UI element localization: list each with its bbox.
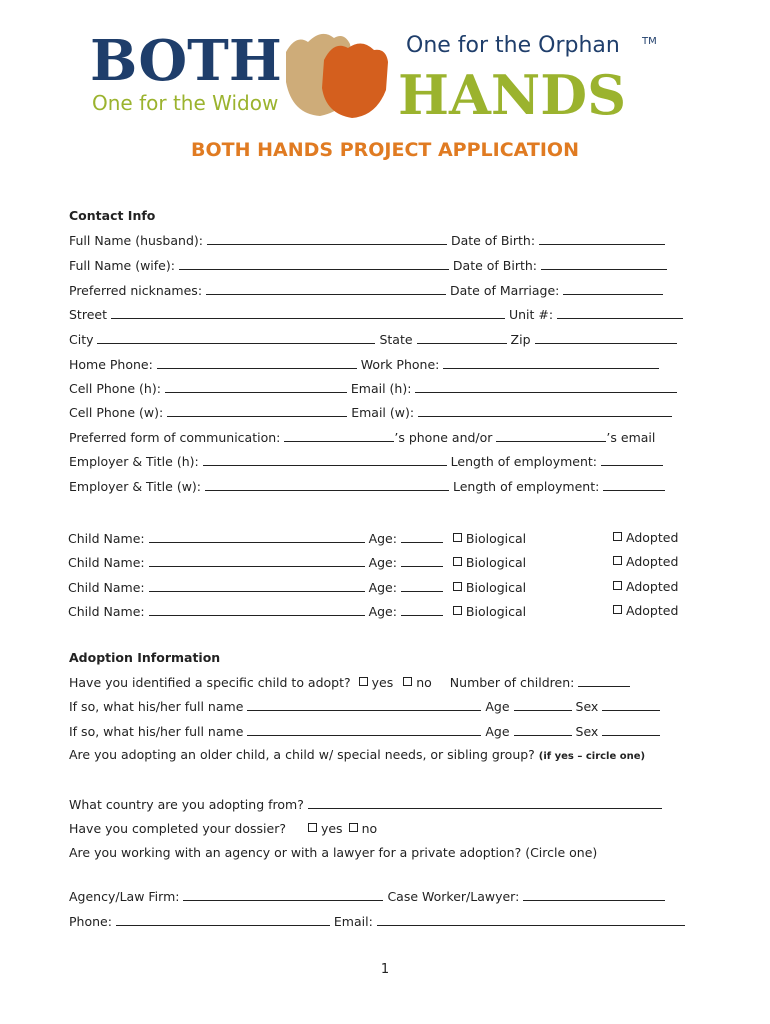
row-dossier: [69, 821, 377, 837]
label-full-name-wife: Full Name (wife):: [69, 258, 175, 273]
label-adopted: Adopted: [626, 603, 679, 618]
row-phones: [69, 356, 659, 373]
label-yes: yes: [371, 675, 394, 690]
checkbox-identified-no[interactable]: [403, 675, 432, 690]
label-biological: Biological: [465, 604, 527, 619]
label-work-phone: Work Phone:: [360, 357, 440, 372]
label-case-worker: Case Worker/Lawyer:: [387, 889, 520, 904]
checkbox-adopted[interactable]: [613, 579, 678, 595]
label-child-age: Age:: [368, 555, 397, 570]
checkbox-icon: [453, 582, 462, 591]
checkbox-icon: [308, 823, 317, 832]
checkbox-icon: [453, 557, 462, 566]
row-identified: [69, 674, 630, 691]
label-zip: Zip: [510, 332, 531, 347]
logo-hands-text: HANDS: [398, 63, 627, 122]
label-older-child: Are you adopting an older child, a child w/ special needs, or sibling group?: [69, 747, 535, 762]
checkbox-biological[interactable]: [453, 531, 526, 546]
field-agency-firm[interactable]: [183, 888, 383, 901]
field-work-phone[interactable]: [443, 356, 659, 369]
label-sex: Sex: [575, 699, 599, 714]
page-number: 1: [380, 962, 390, 977]
logo-tagline-bottom: One for the Widow: [92, 91, 279, 115]
hands-icon: [286, 34, 388, 118]
row-pref-comm: [69, 429, 655, 446]
field-full-name-husband[interactable]: [207, 232, 447, 245]
label-if-so-name: If so, what his/her full name: [69, 724, 244, 739]
row-husband: [69, 232, 665, 249]
field-child-age[interactable]: [401, 554, 443, 567]
checkbox-dossier-yes[interactable]: [308, 821, 343, 836]
label-state: State: [379, 332, 413, 347]
label-street: Street: [69, 307, 107, 322]
page-title: BOTH HANDS PROJECT APPLICATION: [191, 139, 579, 161]
child-row: [68, 603, 688, 620]
label-identified: Have you identified a specific child to adopt?: [69, 675, 351, 690]
checkbox-icon: [613, 605, 622, 614]
label-child-name: Child Name:: [68, 604, 145, 619]
field-child-full-name[interactable]: [247, 698, 481, 711]
field-employer-w[interactable]: [205, 478, 449, 491]
checkbox-icon: [359, 677, 368, 686]
field-dob-husband[interactable]: [539, 232, 665, 245]
checkbox-icon: [613, 581, 622, 590]
row-employer-w: [69, 478, 665, 495]
row-older-child: [69, 747, 645, 765]
row-cell-w: [69, 404, 672, 421]
label-dob-husband: Date of Birth:: [450, 233, 536, 248]
label-s-email: ’s email: [606, 430, 656, 445]
label-dossier: Have you completed your dossier?: [69, 821, 286, 836]
row-nicknames: [69, 282, 663, 299]
row-city: [69, 331, 677, 348]
label-agency-firm: Agency/Law Firm:: [69, 889, 180, 904]
label-child-age: Age:: [368, 580, 397, 595]
label-no: no: [416, 675, 432, 690]
checkbox-adopted[interactable]: [613, 603, 678, 619]
checkbox-adopted[interactable]: [613, 554, 678, 570]
label-adopted: Adopted: [626, 579, 679, 594]
field-dob-wife[interactable]: [541, 257, 667, 270]
label-employer-h: Employer & Title (h):: [69, 454, 199, 469]
label-age: Age: [485, 724, 510, 739]
label-pref-comm: Preferred form of communication:: [69, 430, 281, 445]
label-country: What country are you adopting from?: [69, 797, 304, 812]
logo-both-text: BOTH: [90, 28, 282, 94]
both-hands-logo: [86, 22, 676, 122]
label-circle-one: (if yes – circle one): [538, 751, 646, 762]
label-age: Age: [485, 699, 510, 714]
row-child-name-2: [69, 723, 660, 740]
field-num-children[interactable]: [578, 674, 630, 687]
row-agency-contact: [69, 913, 685, 930]
label-agency-email: Email:: [333, 914, 373, 929]
checkbox-biological[interactable]: [453, 580, 526, 595]
label-city: City: [69, 332, 94, 347]
field-child-name[interactable]: [149, 554, 365, 567]
label-sex: Sex: [575, 724, 599, 739]
field-nicknames[interactable]: [206, 282, 446, 295]
checkbox-icon: [349, 823, 358, 832]
field-pref-comm-email[interactable]: [496, 429, 606, 442]
field-pref-comm-phone[interactable]: [284, 429, 394, 442]
field-child-full-name[interactable]: [247, 723, 481, 736]
label-adopted: Adopted: [626, 554, 679, 569]
checkbox-identified-yes[interactable]: [359, 675, 394, 690]
child-row: [68, 579, 688, 596]
label-biological: Biological: [465, 555, 527, 570]
field-length-employment-h[interactable]: [601, 453, 663, 466]
field-city[interactable]: [97, 331, 375, 344]
child-row: [68, 530, 688, 547]
field-age[interactable]: [514, 698, 572, 711]
label-full-name-husband: Full Name (husband):: [69, 233, 203, 248]
label-agency-phone: Phone:: [69, 914, 112, 929]
row-wife: [69, 257, 667, 274]
field-unit[interactable]: [557, 306, 683, 319]
label-email-w: Email (w):: [351, 405, 415, 420]
field-child-name[interactable]: [149, 530, 365, 543]
field-state[interactable]: [417, 331, 507, 344]
adoption-heading: Adoption Information: [69, 650, 221, 665]
label-if-so-name: If so, what his/her full name: [69, 699, 244, 714]
row-employer-h: [69, 453, 663, 470]
label-length-employment-w: Length of employment:: [452, 479, 600, 494]
label-unit: Unit #:: [508, 307, 554, 322]
label-biological: Biological: [465, 531, 527, 546]
checkbox-biological[interactable]: [453, 604, 526, 619]
label-employer-w: Employer & Title (w):: [69, 479, 202, 494]
label-adopted: Adopted: [626, 530, 679, 545]
label-cell-h: Cell Phone (h):: [69, 381, 161, 396]
label-agency-question: Are you working with an agency or with a lawyer for a private adoption? (Circle one): [69, 845, 598, 860]
label-nicknames: Preferred nicknames:: [69, 283, 203, 298]
row-agency: [69, 888, 665, 905]
field-employer-h[interactable]: [203, 453, 447, 466]
label-child-age: Age:: [368, 604, 397, 619]
label-child-age: Age:: [368, 531, 397, 546]
checkbox-icon: [453, 533, 462, 542]
label-child-name: Child Name:: [68, 555, 145, 570]
field-length-employment-w[interactable]: [603, 478, 665, 491]
checkbox-adopted[interactable]: [613, 530, 678, 546]
field-email-w[interactable]: [418, 404, 672, 417]
label-yes: yes: [320, 821, 343, 836]
field-sex[interactable]: [602, 698, 660, 711]
label-home-phone: Home Phone:: [69, 357, 153, 372]
field-agency-phone[interactable]: [116, 913, 330, 926]
child-row: [68, 554, 688, 571]
logo-tm: TM: [642, 36, 657, 47]
checkbox-biological[interactable]: [453, 555, 526, 570]
field-child-name[interactable]: [149, 579, 365, 592]
label-child-name: Child Name:: [68, 580, 145, 595]
label-dob-wife: Date of Birth:: [452, 258, 538, 273]
field-agency-email[interactable]: [377, 913, 685, 926]
field-child-name[interactable]: [149, 603, 365, 616]
checkbox-dossier-no[interactable]: [349, 821, 378, 836]
field-zip[interactable]: [535, 331, 677, 344]
field-child-age[interactable]: [401, 530, 443, 543]
label-phone-andor: ’s phone and/or: [394, 430, 493, 445]
checkbox-icon: [453, 606, 462, 615]
checkbox-icon: [613, 556, 622, 565]
field-full-name-wife[interactable]: [179, 257, 449, 270]
row-child-name-1: [69, 698, 660, 715]
field-case-worker[interactable]: [523, 888, 665, 901]
field-home-phone[interactable]: [157, 356, 357, 369]
field-child-age[interactable]: [401, 603, 443, 616]
field-child-age[interactable]: [401, 579, 443, 592]
field-country[interactable]: [308, 796, 662, 809]
field-date-of-marriage[interactable]: [563, 282, 663, 295]
label-num-children: Number of children:: [449, 675, 575, 690]
label-no: no: [361, 821, 378, 836]
label-child-name: Child Name:: [68, 531, 145, 546]
field-sex[interactable]: [602, 723, 660, 736]
row-country: [69, 796, 662, 813]
field-cell-h[interactable]: [165, 380, 347, 393]
row-cell-h: [69, 380, 677, 397]
field-cell-w[interactable]: [167, 404, 347, 417]
checkbox-icon: [613, 532, 622, 541]
contact-heading: Contact Info: [69, 208, 156, 223]
label-biological: Biological: [465, 580, 527, 595]
label-cell-w: Cell Phone (w):: [69, 405, 164, 420]
label-email-h: Email (h):: [350, 381, 412, 396]
field-email-h[interactable]: [415, 380, 677, 393]
checkbox-icon: [403, 677, 412, 686]
label-date-of-marriage: Date of Marriage:: [450, 283, 560, 298]
row-agency-question: [69, 845, 597, 861]
logo-tagline-top: One for the Orphan: [406, 33, 620, 58]
field-street[interactable]: [111, 306, 505, 319]
row-street: [69, 306, 683, 323]
field-age[interactable]: [514, 723, 572, 736]
label-length-employment-h: Length of employment:: [450, 454, 598, 469]
